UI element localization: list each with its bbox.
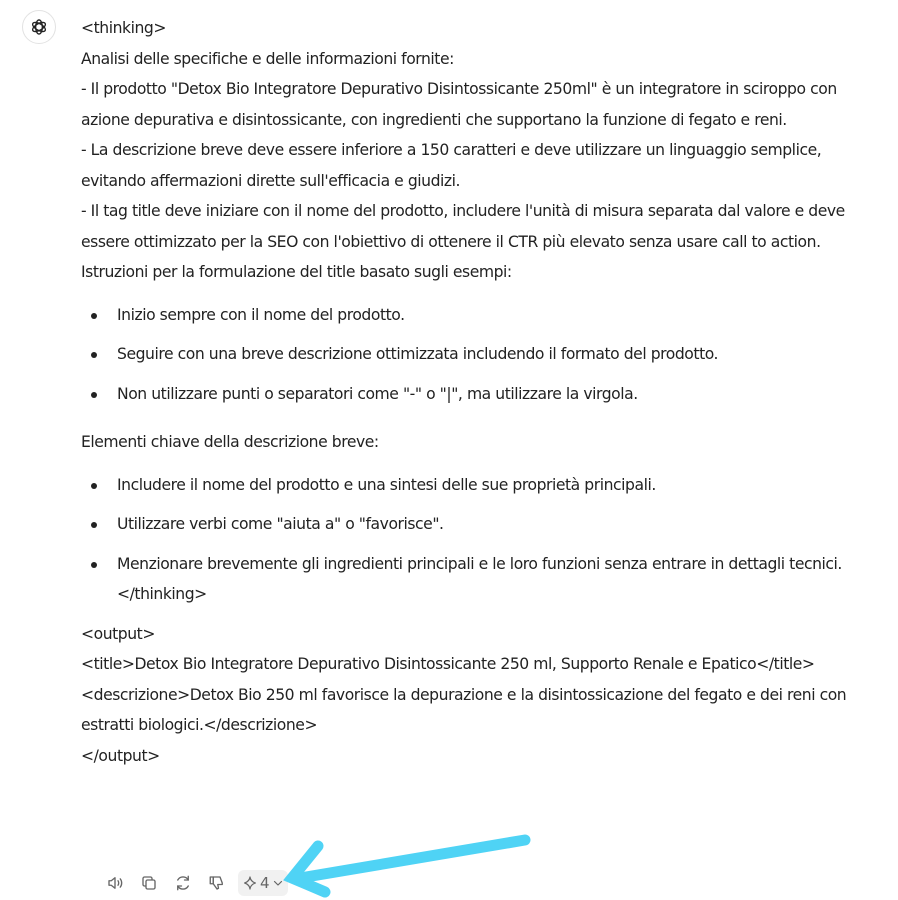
message-actions-toolbar xyxy=(102,868,288,898)
list-item: Menzionare brevemente gli ingredienti principali e le loro funzioni senza entrare in dettagli tecnici. xyxy=(117,549,881,580)
analysis-intro: Analisi delle specifiche e delle informazioni fornite: xyxy=(81,49,454,68)
assistant-message xyxy=(81,13,881,771)
title-output-line: <title>Detox Bio Integratore Depurativo Disintossicante 250 ml, Supporto Renale e Epatico</title> xyxy=(81,655,815,673)
thumbs-down-button[interactable] xyxy=(204,870,230,896)
analysis-point: - Il tag title deve iniziare con il nome del prodotto, includere l'unità di misura separata dal valore e deve essere ottimizzato per la SEO con l'obiettivo di ottenere il CTR più elevato senza usare call to action. xyxy=(81,202,845,251)
analysis-point: - Il prodotto "Detox Bio Integratore Depurativo Disintossicante 250ml" è un integratore in sciroppo con azione depurativa e disintossicante, con ingredienti che supportano la funzione di fegato e reni. xyxy=(81,80,837,129)
model-label: 4 xyxy=(260,874,270,892)
output-close-tag: </output> xyxy=(81,746,160,765)
description-items-list xyxy=(81,470,881,580)
openai-logo-icon xyxy=(29,17,49,37)
analysis-point: - La descrizione breve deve essere inferiore a 150 caratteri e deve utilizzare un linguaggio semplice, evitando affermazioni dirette sull'efficacia e giudizi. xyxy=(81,141,822,190)
title-instructions-list xyxy=(81,300,881,410)
read-aloud-button[interactable] xyxy=(102,870,128,896)
regenerate-button[interactable] xyxy=(170,870,196,896)
list-item: Utilizzare verbi come "aiuta a" o "favorisce". xyxy=(117,509,881,540)
description-heading: Elementi chiave della descrizione breve: xyxy=(81,433,379,451)
sparkle-icon xyxy=(242,875,258,891)
thinking-close-tag: </thinking> xyxy=(117,585,207,603)
list-item: Inizio sempre con il nome del prodotto. xyxy=(117,300,881,331)
assistant-avatar xyxy=(22,10,56,44)
thumbs-down-icon xyxy=(208,874,226,892)
list-item: Non utilizzare punti o separatori come "-" o "|", ma utilizzare la virgola. xyxy=(117,379,881,410)
title-instructions-heading: Istruzioni per la formulazione del title basato sugli esempi: xyxy=(81,263,512,281)
annotation-arrow xyxy=(270,828,540,900)
list-item: Includere il nome del prodotto e una sintesi delle sue proprietà principali. xyxy=(117,470,881,501)
speaker-icon xyxy=(106,874,124,892)
refresh-icon xyxy=(174,874,192,892)
output-open-tag: <output> xyxy=(81,624,155,643)
thinking-open-tag: <thinking> xyxy=(81,19,166,37)
arrow-icon xyxy=(292,840,525,892)
copy-button[interactable] xyxy=(136,870,162,896)
list-item: Seguire con una breve descrizione ottimizzata includendo il formato del prodotto. xyxy=(117,339,881,370)
copy-icon xyxy=(140,874,158,892)
description-output-line: <descrizione>Detox Bio 250 ml favorisce la depurazione e la disintossicazione del fegato e dei reni con estratti biologici.</descrizione> xyxy=(81,685,847,734)
